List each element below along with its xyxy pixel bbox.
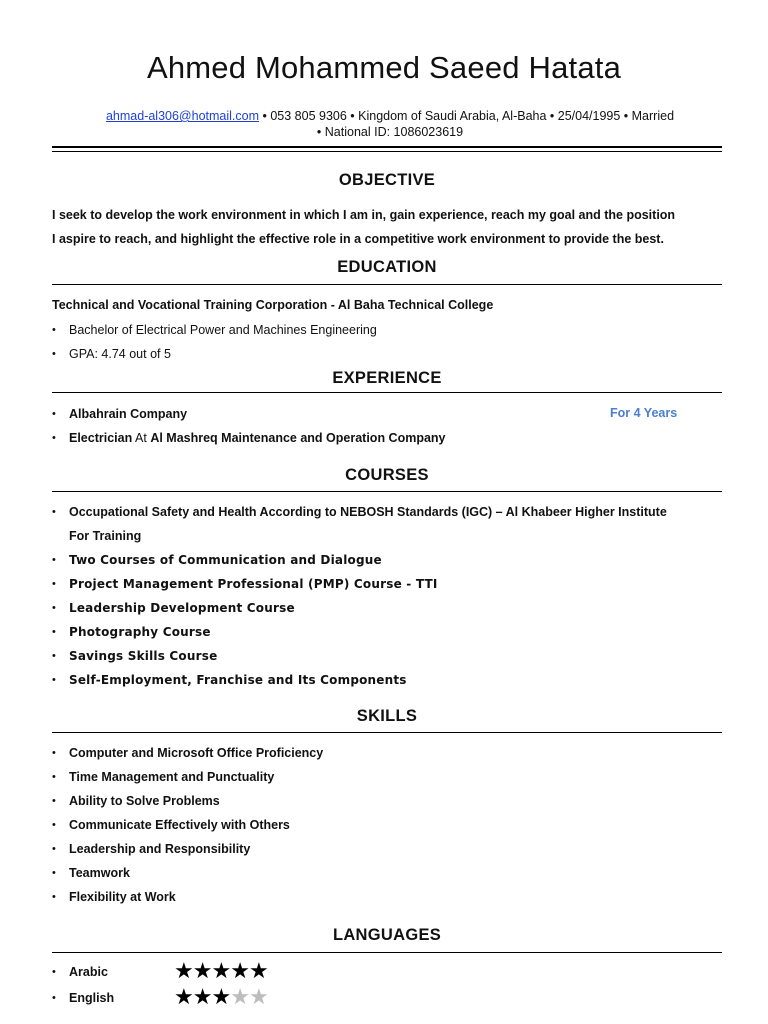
resume-name: Ahmed Mohammed Saeed Hatata (146, 50, 622, 85)
star-icon: ★ (174, 984, 193, 1009)
bullet-icon: • (52, 891, 56, 903)
education-degree: Bachelor of Electrical Power and Machines Engineering (69, 323, 377, 337)
bullet-icon: • (52, 867, 56, 879)
contact-info (60, 108, 720, 140)
bullet-icon: • (52, 578, 56, 590)
email-link[interactable]: ahmad-al306@hotmail.com (105, 109, 260, 123)
experience-company-1: Albahrain Company (69, 407, 188, 421)
course-item: Two Courses of Communication and Dialogue (69, 553, 382, 567)
bullet-icon: • (52, 432, 56, 444)
header-divider-top (52, 146, 722, 148)
bullet-icon: • (52, 819, 56, 831)
star-icon: ★ (192, 984, 212, 1009)
education-divider (52, 284, 722, 285)
bullet-icon: • (52, 626, 56, 638)
skill-item: Computer and Microsoft Office Proficiency (69, 746, 324, 760)
experience-item-2 (69, 430, 446, 446)
bullet-icon: • (52, 650, 56, 662)
bullet-icon: • (52, 554, 56, 566)
star-icon: ★ (230, 958, 249, 983)
star-icon: ★ (174, 958, 193, 983)
skill-item: Communicate Effectively with Others (69, 818, 290, 832)
bullet-icon: • (52, 324, 56, 336)
education-heading: EDUCATION (337, 258, 437, 276)
skill-item: Leadership and Responsibility (69, 842, 251, 856)
star-icon: ★ (248, 984, 268, 1009)
bullet-icon: • (52, 674, 56, 686)
experience-company-2: Al Mashreq Maintenance and Operation Company (150, 431, 446, 445)
bullet-icon: • (52, 348, 56, 360)
star-icon: ★ (211, 958, 231, 983)
national-id: • National ID: 1086023619 (316, 125, 464, 139)
skill-item: Ability to Solve Problems (69, 794, 220, 808)
bullet-icon: • (52, 795, 56, 807)
bullet-icon: • (52, 771, 56, 783)
objective-line-1: I seek to develop the work environment in which I am in, gain experience, reach my goal and the position (52, 208, 676, 222)
bullet-icon: • (52, 602, 56, 614)
bullet-icon: • (52, 843, 56, 855)
languages-heading: LANGUAGES (332, 926, 442, 944)
course-item: Leadership Development Course (69, 601, 295, 615)
skills-divider (52, 732, 722, 733)
education-institution: Technical and Vocational Training Corporation - Al Baha Technical College (52, 298, 494, 312)
language-name: English (69, 991, 115, 1005)
contact-details: • 053 805 9306 • Kingdom of Saudi Arabia, Al-Baha • 25/04/1995 • Married (259, 109, 675, 123)
experience-heading: EXPERIENCE (332, 369, 442, 387)
experience-duration: For 4 Years (610, 406, 678, 420)
header-divider-bottom (52, 151, 722, 152)
languages-divider (52, 952, 722, 953)
bullet-icon: • (52, 408, 56, 420)
skill-item: Flexibility at Work (69, 890, 176, 904)
language-row (52, 984, 352, 1012)
bullet-icon: • (52, 506, 56, 518)
star-icon: ★ (248, 958, 268, 983)
star-icon: ★ (230, 984, 249, 1009)
experience-role: Electrician (69, 431, 133, 445)
language-name: Arabic (69, 965, 108, 979)
language-row (52, 958, 352, 986)
course-item: Project Management Professional (PMP) Course - TTI (69, 577, 438, 591)
course-nebosh-continued: For Training (69, 529, 142, 543)
experience-at: At (132, 431, 151, 445)
skill-item: Teamwork (69, 866, 130, 880)
objective-heading: OBJECTIVE (338, 171, 436, 189)
bullet-icon: • (52, 992, 56, 1004)
objective-line-2: I aspire to reach, and highlight the effective role in a competitive work environment to provide the best. (52, 232, 664, 246)
rating-stars (174, 959, 268, 983)
skill-item: Time Management and Punctuality (69, 770, 275, 784)
course-nebosh: Occupational Safety and Health According to NEBOSH Standards (IGC) – Al Khabeer Higher Institute (69, 505, 667, 519)
star-icon: ★ (192, 958, 212, 983)
star-icon: ★ (211, 984, 231, 1009)
course-item: Self-Employment, Franchise and Its Components (69, 673, 407, 687)
course-item: Photography Course (69, 625, 211, 639)
courses-divider (52, 491, 722, 492)
skills-heading: SKILLS (356, 707, 418, 725)
experience-divider (52, 392, 722, 393)
course-item: Savings Skills Course (69, 649, 218, 663)
rating-stars (174, 985, 268, 1009)
bullet-icon: • (52, 966, 56, 978)
education-gpa: GPA: 4.74 out of 5 (69, 347, 171, 361)
courses-heading: COURSES (345, 466, 429, 484)
bullet-icon: • (52, 747, 56, 759)
